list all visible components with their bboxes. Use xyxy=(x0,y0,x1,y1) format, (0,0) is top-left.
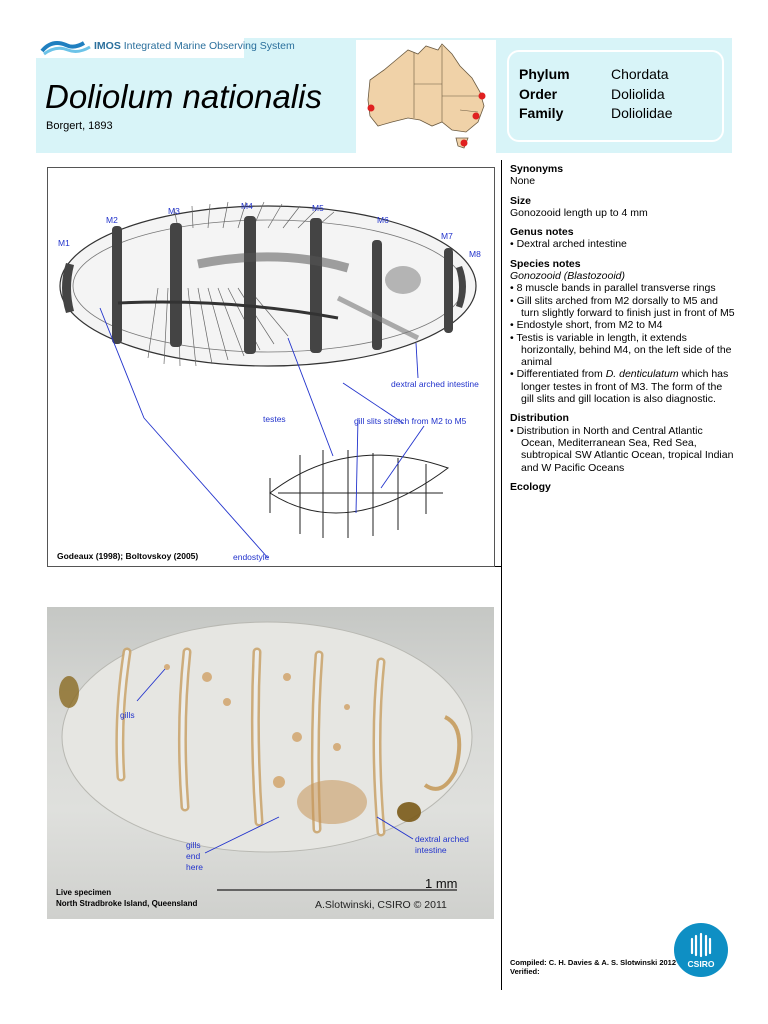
photo-caption: Live specimen North Stradbroke Island, Queensland xyxy=(56,888,198,908)
photo-label-gills: gills xyxy=(120,710,135,720)
label-intestine: dextral arched intestine xyxy=(391,379,479,389)
imos-logo xyxy=(36,38,295,58)
label-m8: M8 xyxy=(469,249,481,259)
label-m6: M6 xyxy=(377,215,389,225)
svg-text:CSIRO: CSIRO xyxy=(687,959,715,969)
csiro-logo xyxy=(674,923,728,977)
anatomy-diagram xyxy=(47,167,495,567)
species-notes-section: Species notes Gonozooid (Blastozooid) • 8 muscle bands in parallel transverse rings • Gill slits arched from M2 dorsally to M5 and turn slightly forward to finish just in front of M5 • Endostyle short, from M2 to M4 • Testis is variable in length, it extends horizontally, behind M4, on the left side of the animal • Differentiated from D. denticulatum which has longer testes in front of M3. The form of the gill slits and gill location is also diagnostic. xyxy=(510,257,735,406)
ecology-section: Ecology xyxy=(510,480,551,493)
csiro-logo-icon xyxy=(674,923,728,977)
label-endostyle: endostyle xyxy=(233,552,270,562)
distribution-map xyxy=(356,40,496,153)
notes-column xyxy=(510,163,735,500)
wave-icon xyxy=(40,39,94,57)
scale-bar-label: 1 mm xyxy=(425,876,458,891)
taxon-row-family: Family Doliolidae xyxy=(519,105,673,121)
species-title: Doliolum nationalis xyxy=(45,78,322,115)
diagram-citation: Godeaux (1998); Boltovskoy (2005) xyxy=(57,551,199,561)
photo-label-gills-end: gills end here xyxy=(186,840,204,872)
compiled-note: Compiled: C. H. Davies & A. S. Slotwinski 2012 Verified: xyxy=(510,958,677,976)
label-m3: M3 xyxy=(168,206,180,216)
label-testes: testes xyxy=(263,414,286,424)
column-divider xyxy=(501,160,502,990)
label-m5: M5 xyxy=(312,203,324,213)
logo-text: IMOS Integrated Marine Observing System xyxy=(94,40,295,52)
species-author: Borgert, 1893 xyxy=(46,120,113,132)
label-m4: M4 xyxy=(241,201,253,211)
photo-label-intestine: dextral arched intestine xyxy=(415,834,469,855)
taxonomy-box xyxy=(507,50,724,142)
taxon-row-phylum: Phylum Chordata xyxy=(519,66,669,82)
size-section: Size Gonozooid length up to 4 mm xyxy=(510,194,648,219)
label-m7: M7 xyxy=(441,231,453,241)
synonyms-section: Synonyms None xyxy=(510,163,564,188)
specimen-photo xyxy=(47,607,494,919)
label-m1: M1 xyxy=(58,238,70,248)
taxon-row-order: Order Doliolida xyxy=(519,86,665,102)
australia-map-icon xyxy=(356,40,496,153)
label-m2: M2 xyxy=(106,215,118,225)
photo-credit: A.Slotwinski, CSIRO © 2011 xyxy=(315,899,447,911)
differentiation-note: • Differentiated from D. denticulatum which has longer testes in front of M3. The form of the gill slits and gill location is also diagnostic. xyxy=(510,368,729,406)
specimen-illustration xyxy=(47,607,494,919)
distribution-section: Distribution • Distribution in North and Central Atlantic Ocean, Mediterranean Sea, Red Sea, subtropical SW Atlantic Ocean, tropical Indian and W Pacific Oceans xyxy=(510,412,734,474)
doliolid-drawing xyxy=(48,168,494,566)
label-gill-slits: gill slits stretch from M2 to M5 xyxy=(354,416,467,426)
genus-notes-section: Genus notes • Dextral arched intestine xyxy=(510,226,627,251)
